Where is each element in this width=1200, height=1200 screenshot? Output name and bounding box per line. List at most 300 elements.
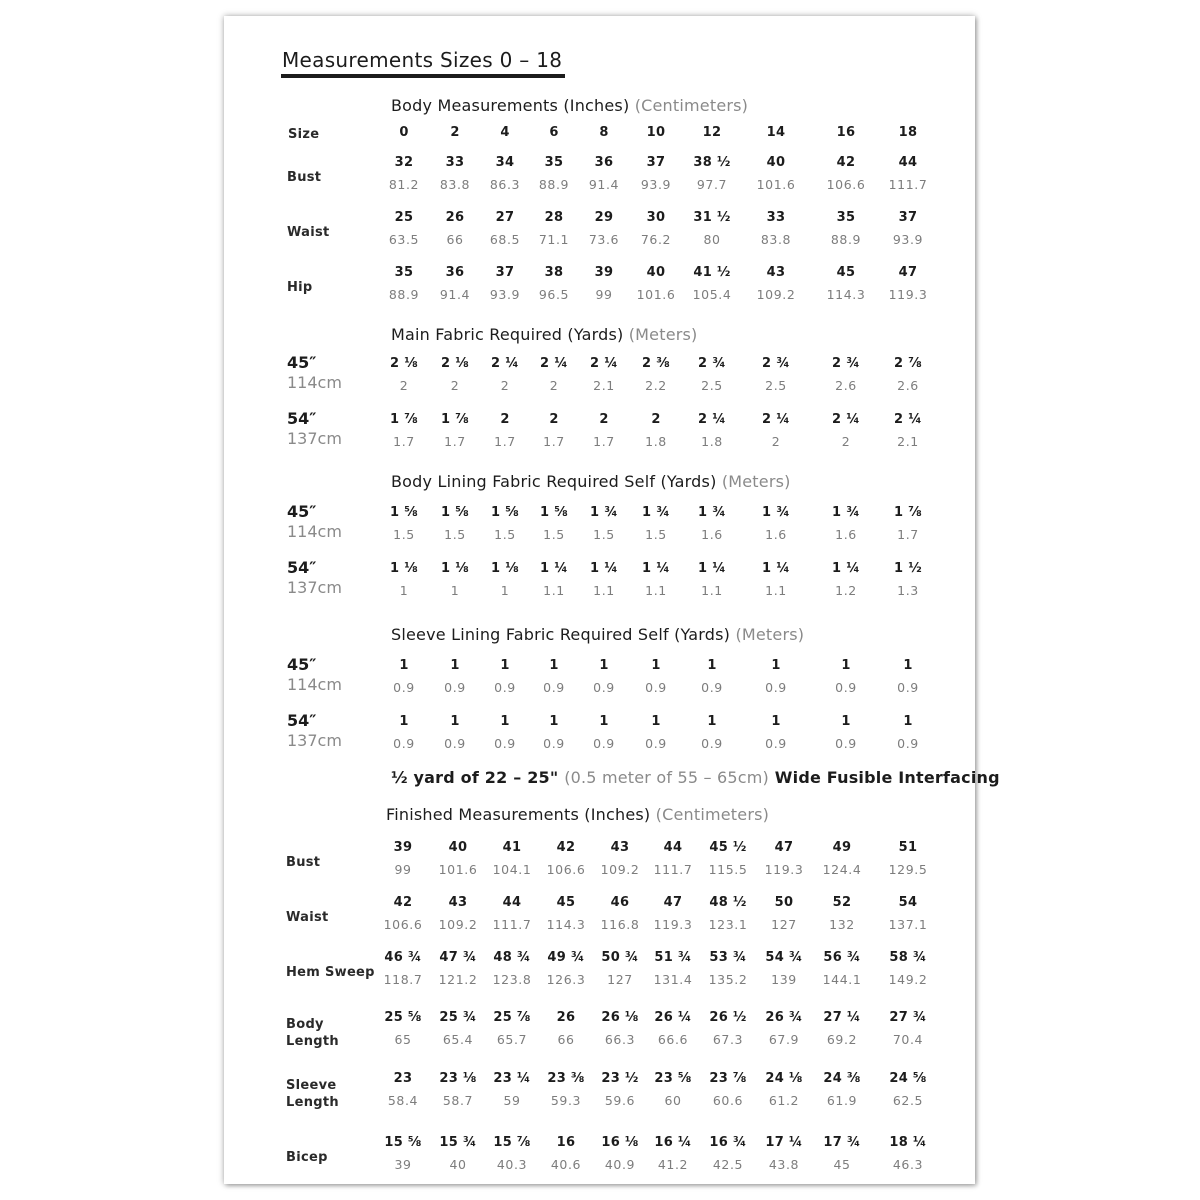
inches-cell: 47 bbox=[663, 895, 683, 910]
yards-cell: 1 ¼ bbox=[698, 561, 726, 576]
meters-cell: 0.9 bbox=[393, 680, 415, 695]
cm-cell: 109.2 bbox=[438, 917, 478, 932]
yards-cell: 2 ¼ bbox=[894, 412, 922, 427]
meters-cell: 2.1 bbox=[593, 378, 615, 393]
yards-cell: 1 ⅛ bbox=[441, 561, 469, 576]
cm-cell: 93.9 bbox=[640, 177, 672, 192]
inches-cell: 49 ¾ bbox=[547, 950, 585, 965]
inches-cell: 45 ½ bbox=[709, 840, 747, 855]
meters-cell: 0.9 bbox=[897, 680, 919, 695]
cm-cell: 83.8 bbox=[760, 232, 792, 247]
size-header-cell: 10 bbox=[646, 125, 666, 140]
meters-cell: 1.6 bbox=[765, 527, 787, 542]
cm-cell: 66 bbox=[446, 232, 464, 247]
cm-cell: 105.4 bbox=[692, 287, 732, 302]
cm-cell: 118.7 bbox=[383, 972, 423, 987]
inches-cell: 51 ¾ bbox=[654, 950, 692, 965]
cm-cell: 127 bbox=[607, 972, 633, 987]
cm-cell: 71.1 bbox=[538, 232, 570, 247]
finished-row-label-sleeve-length: Sleeve Length bbox=[286, 1078, 339, 1110]
cm-cell: 58.4 bbox=[387, 1093, 419, 1108]
inches-cell: 38 ½ bbox=[693, 155, 731, 170]
note-lead: ½ yard of 22 – 25" bbox=[391, 768, 559, 787]
yards-cell: 1 bbox=[549, 714, 559, 729]
cm-cell: 59 bbox=[503, 1093, 521, 1108]
finished-row-label-hem-sweep: Hem Sweep bbox=[286, 965, 375, 980]
inches-cell: 24 ⅛ bbox=[765, 1071, 803, 1086]
meters-cell: 0.9 bbox=[444, 680, 466, 695]
yards-cell: 1 ¾ bbox=[832, 505, 860, 520]
cm-cell: 123.1 bbox=[708, 917, 748, 932]
inches-cell: 23 ½ bbox=[601, 1071, 639, 1086]
size-header-cell: 18 bbox=[898, 125, 918, 140]
cm-cell: 40 bbox=[449, 1157, 467, 1172]
fabric-width-label bbox=[287, 711, 342, 751]
fabric-width-inches: 45″ bbox=[287, 655, 317, 674]
cm-cell: 61.9 bbox=[826, 1093, 858, 1108]
size-label: Size bbox=[288, 127, 320, 142]
inches-cell: 44 bbox=[502, 895, 522, 910]
inches-cell: 37 bbox=[646, 155, 666, 170]
meters-cell: 2 bbox=[549, 378, 559, 393]
meters-cell: 1.5 bbox=[444, 527, 466, 542]
meters-cell: 0.9 bbox=[593, 736, 615, 751]
meters-cell: 0.9 bbox=[701, 680, 723, 695]
yards-cell: 1 ¼ bbox=[762, 561, 790, 576]
cm-cell: 106.6 bbox=[546, 862, 586, 877]
yards-cell: 1 ⅝ bbox=[491, 505, 519, 520]
cm-cell: 106.6 bbox=[383, 917, 423, 932]
inches-cell: 53 ¾ bbox=[709, 950, 747, 965]
fabric-width-inches: 54″ bbox=[287, 558, 317, 577]
yards-cell: 2 ⅛ bbox=[390, 356, 418, 371]
cm-cell: 88.9 bbox=[538, 177, 570, 192]
cm-cell: 131.4 bbox=[653, 972, 693, 987]
cm-cell: 65.4 bbox=[442, 1032, 474, 1047]
note-tail: Wide Fusible Interfacing bbox=[774, 768, 1000, 787]
cm-cell: 40.9 bbox=[604, 1157, 636, 1172]
yards-cell: 1 bbox=[500, 658, 510, 673]
inches-cell: 36 bbox=[445, 265, 465, 280]
cm-cell: 111.7 bbox=[888, 177, 928, 192]
cm-cell: 69.2 bbox=[826, 1032, 858, 1047]
cm-cell: 88.9 bbox=[388, 287, 420, 302]
inches-cell: 58 ¾ bbox=[889, 950, 927, 965]
note-metric: (0.5 meter of 55 – 65cm) bbox=[564, 768, 769, 787]
section-label: Main Fabric Required (Yards) bbox=[391, 325, 624, 344]
section-metric-label: (Centimeters) bbox=[655, 805, 770, 824]
inches-cell: 46 ¾ bbox=[384, 950, 422, 965]
cm-cell: 119.3 bbox=[653, 917, 693, 932]
inches-cell: 16 ¾ bbox=[709, 1135, 747, 1150]
cm-cell: 41.2 bbox=[657, 1157, 689, 1172]
yards-cell: 1 ¼ bbox=[642, 561, 670, 576]
fabric-width-label bbox=[287, 655, 342, 695]
cm-cell: 65 bbox=[394, 1032, 412, 1047]
meters-cell: 1.7 bbox=[593, 434, 615, 449]
inches-cell: 32 bbox=[394, 155, 414, 170]
inches-cell: 42 bbox=[836, 155, 856, 170]
inches-cell: 39 bbox=[393, 840, 413, 855]
inches-cell: 26 ⅛ bbox=[601, 1010, 639, 1025]
inches-cell: 23 ⅛ bbox=[439, 1071, 477, 1086]
meters-cell: 1.7 bbox=[444, 434, 466, 449]
cm-cell: 111.7 bbox=[653, 862, 693, 877]
cm-cell: 67.9 bbox=[768, 1032, 800, 1047]
inches-cell: 15 ⅝ bbox=[384, 1135, 422, 1150]
cm-cell: 99 bbox=[394, 862, 412, 877]
inches-cell: 37 bbox=[898, 210, 918, 225]
inches-cell: 26 bbox=[556, 1010, 576, 1025]
meters-cell: 1 bbox=[399, 583, 409, 598]
yards-cell: 1 ¾ bbox=[590, 505, 618, 520]
inches-cell: 35 bbox=[544, 155, 564, 170]
section-label: Finished Measurements (Inches) bbox=[386, 805, 651, 824]
cm-cell: 43.8 bbox=[768, 1157, 800, 1172]
cm-cell: 119.3 bbox=[764, 862, 804, 877]
yards-cell: 2 ⅛ bbox=[441, 356, 469, 371]
cm-cell: 123.8 bbox=[492, 972, 532, 987]
cm-cell: 101.6 bbox=[438, 862, 478, 877]
inches-cell: 40 bbox=[766, 155, 786, 170]
cm-cell: 109.2 bbox=[756, 287, 796, 302]
cm-cell: 83.8 bbox=[439, 177, 471, 192]
fabric-width-cm: 137cm bbox=[287, 731, 342, 750]
fabric-width-cm: 114cm bbox=[287, 373, 342, 392]
meters-cell: 0.9 bbox=[393, 736, 415, 751]
meters-cell: 2 bbox=[399, 378, 409, 393]
cm-cell: 59.6 bbox=[604, 1093, 636, 1108]
meters-cell: 1.7 bbox=[393, 434, 415, 449]
cm-cell: 80 bbox=[703, 232, 721, 247]
cm-cell: 86.3 bbox=[489, 177, 521, 192]
cm-cell: 132 bbox=[829, 917, 855, 932]
inches-cell: 45 bbox=[836, 265, 856, 280]
size-header-cell: 0 bbox=[399, 125, 409, 140]
meters-cell: 1.5 bbox=[593, 527, 615, 542]
yards-cell: 1 bbox=[599, 658, 609, 673]
meters-cell: 0.9 bbox=[645, 680, 667, 695]
meters-cell: 1.5 bbox=[543, 527, 565, 542]
fabric-width-label bbox=[287, 353, 342, 393]
meters-cell: 1 bbox=[500, 583, 510, 598]
size-header-cell: 16 bbox=[836, 125, 856, 140]
cm-cell: 60.6 bbox=[712, 1093, 744, 1108]
yards-cell: 2 ¼ bbox=[540, 356, 568, 371]
meters-cell: 1.1 bbox=[543, 583, 565, 598]
inches-cell: 43 bbox=[610, 840, 630, 855]
inches-cell: 41 ½ bbox=[693, 265, 731, 280]
meters-cell: 2.2 bbox=[645, 378, 667, 393]
cm-cell: 129.5 bbox=[888, 862, 928, 877]
cm-cell: 101.6 bbox=[636, 287, 676, 302]
cm-cell: 149.2 bbox=[888, 972, 928, 987]
inches-cell: 23 ⅜ bbox=[547, 1071, 585, 1086]
yards-cell: 2 ¼ bbox=[762, 412, 790, 427]
inches-cell: 52 bbox=[832, 895, 852, 910]
section-label: Body Lining Fabric Required Self (Yards) bbox=[391, 472, 717, 491]
size-header-cell: 14 bbox=[766, 125, 786, 140]
inches-cell: 47 bbox=[898, 265, 918, 280]
meters-cell: 0.9 bbox=[835, 680, 857, 695]
yards-cell: 2 ⅞ bbox=[894, 356, 922, 371]
cm-cell: 65.7 bbox=[496, 1032, 528, 1047]
inches-cell: 25 ⅝ bbox=[384, 1010, 422, 1025]
body-measurements-heading bbox=[391, 96, 748, 115]
inches-cell: 29 bbox=[594, 210, 614, 225]
cm-cell: 61.2 bbox=[768, 1093, 800, 1108]
cm-cell: 67.3 bbox=[712, 1032, 744, 1047]
inches-cell: 54 bbox=[898, 895, 918, 910]
inches-cell: 47 ¾ bbox=[439, 950, 477, 965]
yards-cell: 1 ⅛ bbox=[491, 561, 519, 576]
fabric-width-cm: 137cm bbox=[287, 578, 342, 597]
cm-cell: 104.1 bbox=[492, 862, 532, 877]
inches-cell: 38 bbox=[544, 265, 564, 280]
inches-cell: 43 bbox=[766, 265, 786, 280]
inches-cell: 41 bbox=[502, 840, 522, 855]
section-metric-label: (Meters) bbox=[735, 625, 805, 644]
inches-cell: 47 bbox=[774, 840, 794, 855]
yards-cell: 1 ⅞ bbox=[390, 412, 418, 427]
yards-cell: 1 bbox=[841, 714, 851, 729]
inches-cell: 49 bbox=[832, 840, 852, 855]
inches-cell: 46 bbox=[610, 895, 630, 910]
inches-cell: 17 ¼ bbox=[765, 1135, 803, 1150]
size-header-cell: 6 bbox=[549, 125, 559, 140]
meters-cell: 2 bbox=[771, 434, 781, 449]
sleeve-lining-heading bbox=[391, 625, 804, 644]
yards-cell: 2 ¼ bbox=[698, 412, 726, 427]
cm-cell: 39 bbox=[394, 1157, 412, 1172]
meters-cell: 0.9 bbox=[765, 736, 787, 751]
yards-cell: 2 bbox=[599, 412, 609, 427]
yards-cell: 1 bbox=[500, 714, 510, 729]
cm-cell: 114.3 bbox=[546, 917, 586, 932]
cm-cell: 144.1 bbox=[822, 972, 862, 987]
yards-cell: 1 bbox=[903, 714, 913, 729]
yards-cell: 2 ¼ bbox=[491, 356, 519, 371]
meters-cell: 0.9 bbox=[593, 680, 615, 695]
cm-cell: 42.5 bbox=[712, 1157, 744, 1172]
yards-cell: 2 bbox=[549, 412, 559, 427]
meters-cell: 1.1 bbox=[701, 583, 723, 598]
inches-cell: 25 ⅞ bbox=[493, 1010, 531, 1025]
cm-cell: 40.6 bbox=[550, 1157, 582, 1172]
inches-cell: 16 ⅛ bbox=[601, 1135, 639, 1150]
fabric-width-inches: 45″ bbox=[287, 502, 317, 521]
size-header-cell: 2 bbox=[450, 125, 460, 140]
cm-cell: 93.9 bbox=[892, 232, 924, 247]
inches-cell: 28 bbox=[544, 210, 564, 225]
yards-cell: 1 bbox=[549, 658, 559, 673]
yards-cell: 1 bbox=[599, 714, 609, 729]
yards-cell: 1 ⅝ bbox=[390, 505, 418, 520]
cm-cell: 59.3 bbox=[550, 1093, 582, 1108]
cm-cell: 88.9 bbox=[830, 232, 862, 247]
meters-cell: 1.3 bbox=[897, 583, 919, 598]
finished-row-label-bust: Bust bbox=[286, 855, 321, 870]
cm-cell: 119.3 bbox=[888, 287, 928, 302]
cm-cell: 45 bbox=[833, 1157, 851, 1172]
yards-cell: 1 bbox=[450, 714, 460, 729]
inches-cell: 15 ⅞ bbox=[493, 1135, 531, 1150]
cm-cell: 126.3 bbox=[546, 972, 586, 987]
inches-cell: 48 ¾ bbox=[493, 950, 531, 965]
inches-cell: 35 bbox=[836, 210, 856, 225]
finished-row-label-bicep: Bicep bbox=[286, 1150, 328, 1165]
yards-cell: 1 bbox=[903, 658, 913, 673]
inches-cell: 15 ¾ bbox=[439, 1135, 477, 1150]
fabric-width-label bbox=[287, 502, 342, 542]
yards-cell: 1 bbox=[651, 714, 661, 729]
fabric-width-label bbox=[287, 558, 342, 598]
inches-cell: 37 bbox=[495, 265, 515, 280]
inches-cell: 30 bbox=[646, 210, 666, 225]
cm-cell: 101.6 bbox=[756, 177, 796, 192]
inches-cell: 26 ¼ bbox=[654, 1010, 692, 1025]
inches-cell: 56 ¾ bbox=[823, 950, 861, 965]
inches-cell: 50 bbox=[774, 895, 794, 910]
cm-cell: 63.5 bbox=[388, 232, 420, 247]
inches-cell: 17 ¾ bbox=[823, 1135, 861, 1150]
yards-cell: 1 bbox=[707, 658, 717, 673]
meters-cell: 0.9 bbox=[897, 736, 919, 751]
inches-cell: 16 ¼ bbox=[654, 1135, 692, 1150]
fabric-width-label bbox=[287, 409, 342, 449]
yards-cell: 1 ¼ bbox=[832, 561, 860, 576]
cm-cell: 135.2 bbox=[708, 972, 748, 987]
meters-cell: 1.5 bbox=[645, 527, 667, 542]
cm-cell: 106.6 bbox=[826, 177, 866, 192]
cm-cell: 60 bbox=[664, 1093, 682, 1108]
title-underline bbox=[281, 74, 565, 78]
inches-cell: 27 bbox=[495, 210, 515, 225]
inches-cell: 26 ½ bbox=[709, 1010, 747, 1025]
fabric-width-inches: 54″ bbox=[287, 711, 317, 730]
meters-cell: 1.1 bbox=[645, 583, 667, 598]
cm-cell: 137.1 bbox=[888, 917, 928, 932]
size-header-cell: 8 bbox=[599, 125, 609, 140]
meters-cell: 2 bbox=[841, 434, 851, 449]
cm-cell: 91.4 bbox=[439, 287, 471, 302]
cm-cell: 66.3 bbox=[604, 1032, 636, 1047]
meters-cell: 2.1 bbox=[897, 434, 919, 449]
inches-cell: 27 ¼ bbox=[823, 1010, 861, 1025]
yards-cell: 2 ⅜ bbox=[642, 356, 670, 371]
meters-cell: 1.1 bbox=[765, 583, 787, 598]
yards-cell: 1 bbox=[771, 714, 781, 729]
yards-cell: 1 bbox=[450, 658, 460, 673]
meters-cell: 1.7 bbox=[494, 434, 516, 449]
meters-cell: 1.7 bbox=[897, 527, 919, 542]
cm-cell: 114.3 bbox=[826, 287, 866, 302]
cm-cell: 81.2 bbox=[388, 177, 420, 192]
inches-cell: 44 bbox=[898, 155, 918, 170]
yards-cell: 1 ½ bbox=[894, 561, 922, 576]
cm-cell: 109.2 bbox=[600, 862, 640, 877]
yards-cell: 1 bbox=[707, 714, 717, 729]
yards-cell: 2 ¾ bbox=[832, 356, 860, 371]
meters-cell: 1.6 bbox=[701, 527, 723, 542]
inches-cell: 40 bbox=[646, 265, 666, 280]
body-lining-heading bbox=[391, 472, 791, 491]
yards-cell: 1 ⅛ bbox=[390, 561, 418, 576]
cm-cell: 62.5 bbox=[892, 1093, 924, 1108]
inches-cell: 39 bbox=[594, 265, 614, 280]
page-title: Measurements Sizes 0 – 18 bbox=[282, 48, 563, 72]
inches-cell: 33 bbox=[766, 210, 786, 225]
yards-cell: 2 ¼ bbox=[590, 356, 618, 371]
inches-cell: 24 ⅝ bbox=[889, 1071, 927, 1086]
fabric-width-cm: 137cm bbox=[287, 429, 342, 448]
meters-cell: 2.6 bbox=[835, 378, 857, 393]
meters-cell: 2.5 bbox=[765, 378, 787, 393]
section-metric-label: (Meters) bbox=[721, 472, 791, 491]
fabric-width-inches: 54″ bbox=[287, 409, 317, 428]
fabric-width-inches: 45″ bbox=[287, 353, 317, 372]
inches-cell: 51 bbox=[898, 840, 918, 855]
yards-cell: 1 ¼ bbox=[590, 561, 618, 576]
yards-cell: 1 bbox=[771, 658, 781, 673]
inches-cell: 25 ¾ bbox=[439, 1010, 477, 1025]
meters-cell: 2 bbox=[500, 378, 510, 393]
inches-cell: 23 ⅝ bbox=[654, 1071, 692, 1086]
cm-cell: 93.9 bbox=[489, 287, 521, 302]
meters-cell: 1.1 bbox=[593, 583, 615, 598]
yards-cell: 1 ⅝ bbox=[540, 505, 568, 520]
cm-cell: 97.7 bbox=[696, 177, 728, 192]
yards-cell: 1 bbox=[399, 658, 409, 673]
inches-cell: 33 bbox=[445, 155, 465, 170]
section-label: Body Measurements (Inches) bbox=[391, 96, 630, 115]
inches-cell: 23 ⅞ bbox=[709, 1071, 747, 1086]
inches-cell: 26 ¾ bbox=[765, 1010, 803, 1025]
meters-cell: 1.7 bbox=[543, 434, 565, 449]
fabric-width-cm: 114cm bbox=[287, 675, 342, 694]
cm-cell: 99 bbox=[595, 287, 613, 302]
meters-cell: 0.9 bbox=[444, 736, 466, 751]
cm-cell: 76.2 bbox=[640, 232, 672, 247]
yards-cell: 2 ¼ bbox=[832, 412, 860, 427]
cm-cell: 139 bbox=[771, 972, 797, 987]
yards-cell: 1 ¾ bbox=[698, 505, 726, 520]
inches-cell: 40 bbox=[448, 840, 468, 855]
section-metric-label: (Centimeters) bbox=[634, 96, 749, 115]
meters-cell: 2 bbox=[450, 378, 460, 393]
meters-cell: 1.6 bbox=[835, 527, 857, 542]
cm-cell: 96.5 bbox=[538, 287, 570, 302]
inches-cell: 27 ¾ bbox=[889, 1010, 927, 1025]
meters-cell: 1.5 bbox=[494, 527, 516, 542]
yards-cell: 1 ⅞ bbox=[894, 505, 922, 520]
yards-cell: 2 bbox=[651, 412, 661, 427]
cm-cell: 66.6 bbox=[657, 1032, 689, 1047]
yards-cell: 1 ¾ bbox=[762, 505, 790, 520]
meters-cell: 0.9 bbox=[645, 736, 667, 751]
yards-cell: 2 bbox=[500, 412, 510, 427]
finished-measurements-heading bbox=[386, 805, 769, 824]
row-label-waist: Waist bbox=[287, 225, 330, 240]
inches-cell: 36 bbox=[594, 155, 614, 170]
inches-cell: 31 ½ bbox=[693, 210, 731, 225]
inches-cell: 43 bbox=[448, 895, 468, 910]
cm-cell: 66 bbox=[557, 1032, 575, 1047]
inches-cell: 23 bbox=[393, 1071, 413, 1086]
row-label-hip: Hip bbox=[287, 280, 313, 295]
inches-cell: 23 ¼ bbox=[493, 1071, 531, 1086]
inches-cell: 48 ½ bbox=[709, 895, 747, 910]
